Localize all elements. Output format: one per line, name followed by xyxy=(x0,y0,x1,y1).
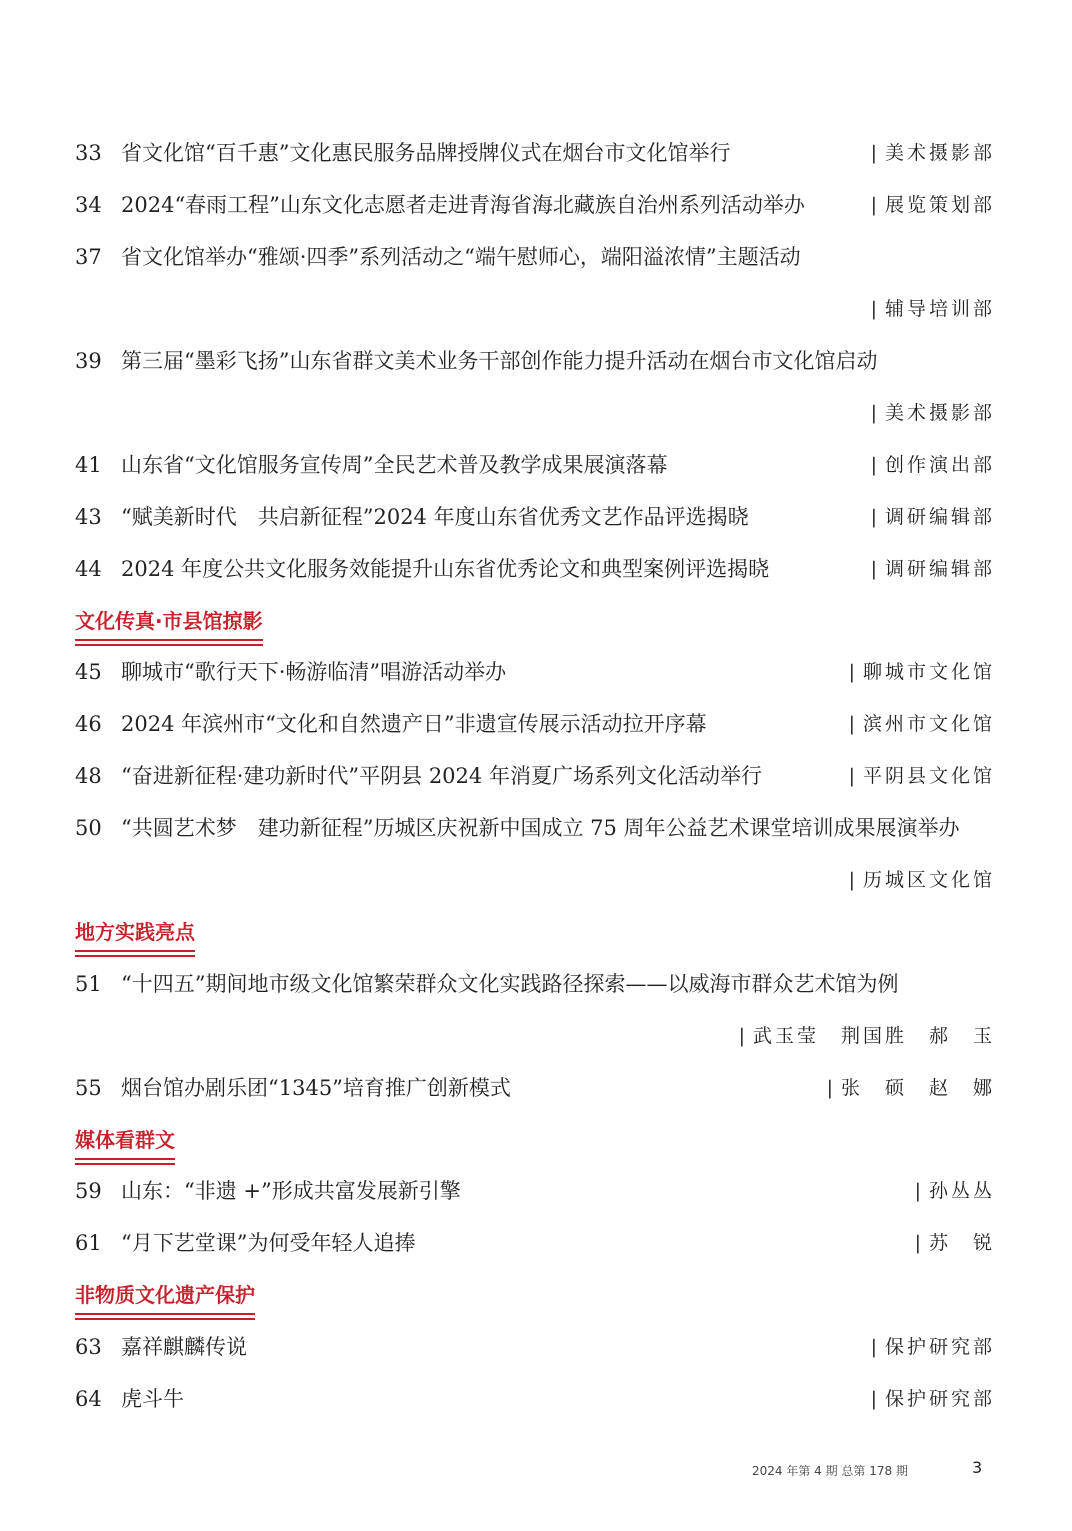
separator-bar: | xyxy=(870,506,877,528)
toc-entry[interactable] xyxy=(75,133,995,173)
entry-page-number: 50 xyxy=(75,816,102,840)
entry-author: | 孙丛丛 xyxy=(914,1180,995,1202)
entry-title: 山东省“文化馆服务宣传周”全民艺术普及教学成果展演落幕 xyxy=(121,453,668,477)
section-heading: 非物质文化遗产保护 xyxy=(75,1280,255,1310)
toc-entry[interactable] xyxy=(75,341,995,381)
separator-bar: | xyxy=(870,1388,877,1410)
entry-title: 聊城市“歌行天下·畅游临清”唱游活动举办 xyxy=(121,660,507,684)
separator-bar: | xyxy=(738,1025,745,1047)
entry-author: | 聊城市文化馆 xyxy=(848,661,995,683)
entry-title: 虎斗牛 xyxy=(121,1387,184,1411)
section-heading: 媒体看群文 xyxy=(75,1125,175,1155)
entry-title: “赋美新时代 共启新征程”2024 年度山东省优秀文艺作品评选揭晓 xyxy=(121,505,749,529)
entry-author: | 平阴县文化馆 xyxy=(848,765,995,787)
entry-author: | 辅导培训部 xyxy=(870,298,995,320)
entry-page-number: 59 xyxy=(75,1179,102,1203)
entry-author: | 调研编辑部 xyxy=(870,506,995,528)
entry-page-number: 61 xyxy=(75,1231,102,1255)
separator-bar: | xyxy=(848,661,855,683)
entry-author: | 保护研究部 xyxy=(870,1336,995,1358)
heading-underline xyxy=(75,1313,255,1315)
entry-title: 第三届“墨彩飞扬”山东省群文美术业务干部创作能力提升活动在烟台市文化馆启动 xyxy=(121,349,878,373)
entry-author: | 展览策划部 xyxy=(870,194,995,216)
entry-page-number: 64 xyxy=(75,1387,102,1411)
entry-author: | 保护研究部 xyxy=(870,1388,995,1410)
separator-bar: | xyxy=(870,402,877,424)
entry-title: 省文化馆举办“雅颂·四季”系列活动之“端午慰师心，端阳溢浓情”主题活动 xyxy=(121,245,801,269)
heading-underline xyxy=(75,950,195,952)
separator-bar: | xyxy=(870,298,877,320)
separator-bar: | xyxy=(914,1232,921,1254)
separator-bar: | xyxy=(826,1077,833,1099)
entry-title: “奋进新征程·建功新时代”平阴县 2024 年消夏广场系列文化活动举行 xyxy=(121,764,762,788)
entry-title: 2024 年度公共文化服务效能提升山东省优秀论文和典型案例评选揭晓 xyxy=(121,557,770,581)
entry-author: | 张 硕 赵 娜 xyxy=(826,1077,995,1099)
entry-title: 2024 年滨州市“文化和自然遗产日”非遗宣传展示活动拉开序幕 xyxy=(121,712,707,736)
toc-entry[interactable] xyxy=(75,1379,995,1419)
entry-title: 山东：“非遗 +”形成共富发展新引擎 xyxy=(121,1179,461,1203)
heading-underline xyxy=(75,644,263,646)
entry-author: | 历城区文化馆 xyxy=(848,869,995,891)
entry-page-number: 43 xyxy=(75,505,102,529)
heading-underline xyxy=(75,955,195,957)
toc-entry[interactable] xyxy=(75,497,995,537)
entry-author: | 调研编辑部 xyxy=(870,558,995,580)
toc-entry[interactable] xyxy=(75,445,995,485)
entry-title: 省文化馆“百千惠”文化惠民服务品牌授牌仪式在烟台市文化馆举行 xyxy=(121,141,731,165)
entry-author: | 武玉莹 荆国胜 郝 玉 xyxy=(738,1025,995,1047)
entry-page-number: 48 xyxy=(75,764,102,788)
separator-bar: | xyxy=(914,1180,921,1202)
toc-entry[interactable] xyxy=(75,237,995,277)
toc-entry[interactable] xyxy=(75,808,995,848)
entry-author: | 滨州市文化馆 xyxy=(848,713,995,735)
separator-bar: | xyxy=(870,454,877,476)
entry-author: | 美术摄影部 xyxy=(870,402,995,424)
entry-title: “十四五”期间地市级文化馆繁荣群众文化实践路径探索——以威海市群众艺术馆为例 xyxy=(121,972,899,996)
toc-entry[interactable] xyxy=(75,1327,995,1367)
entry-page-number: 39 xyxy=(75,349,102,373)
toc-entry[interactable] xyxy=(75,185,995,225)
separator-bar: | xyxy=(870,1336,877,1358)
entry-title: “月下艺堂课”为何受年轻人追捧 xyxy=(121,1231,416,1255)
entry-title: “共圆艺术梦 建功新征程”历城区庆祝新中国成立 75 周年公益艺术课堂培训成果展演举办 xyxy=(121,816,960,840)
entry-title: 2024“春雨工程”山东文化志愿者走进青海省海北藏族自治州系列活动举办 xyxy=(121,193,805,217)
separator-bar: | xyxy=(848,869,855,891)
section-heading: 地方实践亮点 xyxy=(75,917,195,947)
entry-page-number: 33 xyxy=(75,141,102,165)
entry-author: | 苏 锐 xyxy=(914,1232,995,1254)
page-number: 3 xyxy=(972,1458,983,1477)
entry-author: | 创作演出部 xyxy=(870,454,995,476)
entry-page-number: 63 xyxy=(75,1335,102,1359)
separator-bar: | xyxy=(848,713,855,735)
entry-page-number: 51 xyxy=(75,972,102,996)
toc-entry[interactable] xyxy=(75,1223,995,1263)
section-heading: 文化传真·市县馆掠影 xyxy=(75,606,263,636)
separator-bar: | xyxy=(848,765,855,787)
entry-title: 烟台馆办剧乐团“1345”培育推广创新模式 xyxy=(121,1076,511,1100)
entry-page-number: 37 xyxy=(75,245,102,269)
toc-entry[interactable] xyxy=(75,1171,995,1211)
entry-page-number: 46 xyxy=(75,712,102,736)
heading-underline xyxy=(75,1318,255,1320)
separator-bar: | xyxy=(870,194,877,216)
entry-title: 嘉祥麒麟传说 xyxy=(121,1335,247,1359)
entry-page-number: 45 xyxy=(75,660,102,684)
issue-info: 2024 年第 4 期 总第 178 期 xyxy=(752,1464,908,1478)
entry-page-number: 55 xyxy=(75,1076,102,1100)
heading-underline xyxy=(75,1163,175,1165)
entry-page-number: 34 xyxy=(75,193,102,217)
entry-page-number: 44 xyxy=(75,557,102,581)
heading-underline xyxy=(75,1158,175,1160)
toc-entry[interactable] xyxy=(75,964,995,1004)
entry-author: | 美术摄影部 xyxy=(870,142,995,164)
separator-bar: | xyxy=(870,142,877,164)
toc-entry[interactable] xyxy=(75,549,995,589)
entry-page-number: 41 xyxy=(75,453,102,477)
separator-bar: | xyxy=(870,558,877,580)
heading-underline xyxy=(75,639,263,641)
